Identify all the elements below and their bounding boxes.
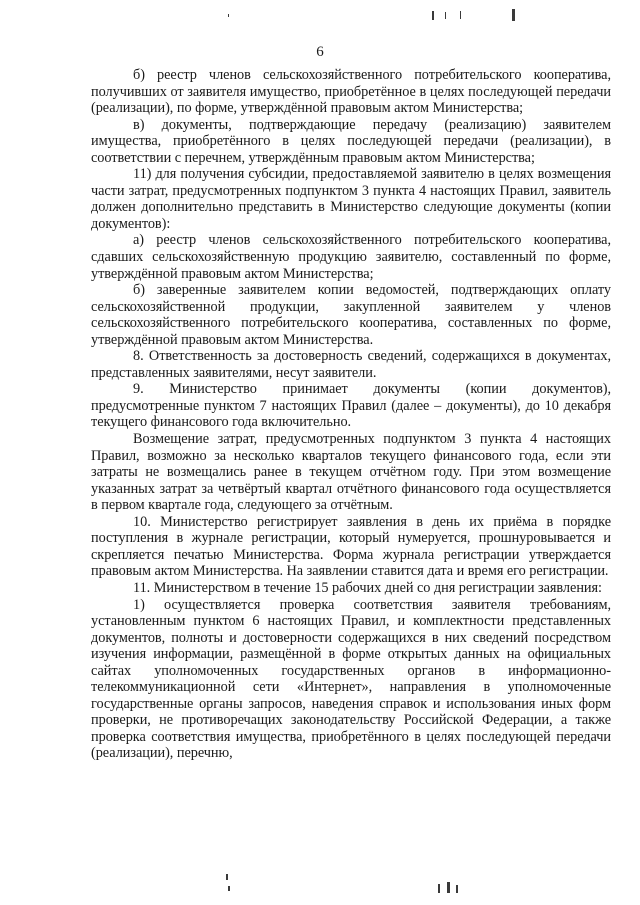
- paragraph: а) реестр членов сельскохозяйственного потребительского кооператива, сдавших сельскохозяйственную продукцию заявителю, составленный по форме, утверждённой правовым актом Министерства;: [91, 232, 611, 282]
- scan-artifact-bottom: [456, 885, 458, 893]
- paragraph: 9. Министерство принимает документы (копии документов), предусмотренные пунктом 7 настоящих Правил (далее – документы), до 10 декабря текущего финансового года включительно.: [91, 381, 611, 431]
- scan-artifact-top: [460, 11, 461, 19]
- scan-artifact-bottom: [447, 882, 450, 893]
- scan-artifact-top: [445, 12, 446, 19]
- paragraph: б) заверенные заявителем копии ведомостей, подтверждающих оплату сельскохозяйственной продукции, закупленной заявителем у членов сельскохозяйственного потребительского кооператива, составленных по форме, утверждённой правовым актом Министерства.: [91, 282, 611, 348]
- scan-artifact-top: [512, 9, 515, 21]
- document-body: [91, 67, 611, 762]
- paragraph: в) документы, подтверждающие передачу (реализацию) заявителем имущества, приобретённого в целях последующей передачи (реализации), в соответствии с перечнем, утверждённым правовым актом Министерства;: [91, 116, 611, 166]
- page-number: 6: [316, 44, 324, 60]
- scan-artifact-top: [432, 11, 434, 20]
- paragraph: 11. Министерством в течение 15 рабочих дней со дня регистрации заявления:: [133, 579, 602, 596]
- scan-artifact-top: [228, 14, 229, 17]
- scan-artifact-bottom: [228, 886, 230, 891]
- paragraph: б) реестр членов сельскохозяйственного потребительского кооператива, получивших от заявителя имущество, приобретённое в целях последующей передачи (реализации), по форме, утверждённой правовым актом Министерства;: [91, 67, 611, 117]
- paragraph: 1) осуществляется проверка соответствия заявителя требованиям, установленным пунктом 6 настоящих Правил, и комплектности представленных документов, полноты и достоверности содержащихся в них сведений посредством изучения информации, размещённой в форме открытых данных на официальных сайтах уполномоченных государственных органов в информационно-телекоммуникационной сети «Интернет», направления в уполномоченные государственные органы запросов, наведения справок и использования иных форм проверки, не противоречащих законодательству Российской Федерации, а также проверка соответствия имущества, приобретённого в целях последующей передачи (реализации), перечню,: [91, 596, 611, 762]
- paragraph: Возмещение затрат, предусмотренных подпунктом 3 пункта 4 настоящих Правил, возможно за несколько кварталов текущего финансового года, если эти затраты не возмещались ранее в текущем отчётном году. При этом возмещение указанных затрат за четвёртый квартал отчётного финансового года осуществляется в первом квартале года, следующего за отчётным.: [91, 431, 611, 514]
- scan-artifact-bottom: [438, 884, 440, 893]
- paragraph: 10. Министерство регистрирует заявления в день их приёма в порядке поступления в журнале регистрации, который нумеруется, прошнуровывается и скрепляется печатью Министерства. Форма журнала регистрации утверждается правовым актом Министерства. На заявлении ставится дата и время его регистрации.: [91, 513, 611, 580]
- scan-artifact-bottom: [226, 874, 228, 880]
- paragraph: 11) для получения субсидии, предоставляемой заявителю в целях возмещения части затрат, предусмотренных подпунктом 3 пункта 4 настоящих Правил, заявитель должен дополнительно представить в Министерство следующие документы (копии документов):: [91, 166, 611, 232]
- paragraph: 8. Ответственность за достоверность сведений, содержащихся в документах, представленных заявителями, несут заявители.: [91, 348, 611, 381]
